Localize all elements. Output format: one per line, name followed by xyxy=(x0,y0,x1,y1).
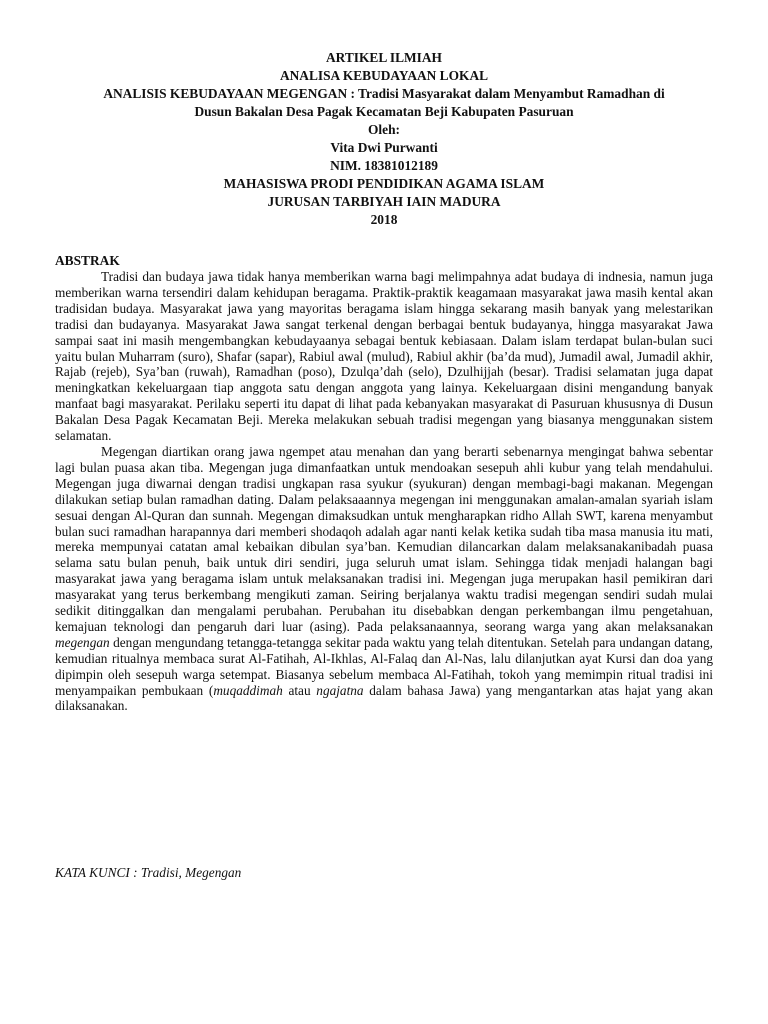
department: JURUSAN TARBIYAH IAIN MADURA xyxy=(267,194,501,209)
abstract-paragraph-1: Tradisi dan budaya jawa tidak hanya memberikan warna bagi melimpahnya adat budaya di indnesia, namun juga memberikan warna tersendiri dalam kehidupan beragama. Praktik-praktik keagamaan masyarakat jawa masih kental akan tradisidan budaya. Masyarakat jawa yang mayoritas beragama islam hingga sekarang masih banyak yang melestarikan tradisi dan budayanya. Masyarakat Jawa sangat terkenal dengan berbagai bentuk budayanya, hingga masyarakat Jawa sampai saat ini masih mengembangkan kebudayaanya sebagai bentuk kebiasaan. Dalam islam terdapat bulan-bulan suci yaitu bulan Muharram (suro), Shafar (sapar), Rabiul awal (mulud), Rabiul akhir (ba’da mud), Jumadil awal, Jumadil akhir, Rajab (rejeb), Sya’ban (ruwah), Ramadhan (poso), Dzulqa’dah (selo), Dzulhijjah (besar). Tradisi selamatan juga dapat meningkatkan kekeluargaan tiap anggota satu dengan anggota yang lainya. Kekeluargaan disini mengandung banyak manfaat bagi masyarakat. Perilaku seperti itu dapat di lihat pada kebanyakan masyarakat di Pasuruan khususnya di Dusun Bakalan Desa Pagak Kecamatan Beji. Mereka melakukan sebuah tradisi megengan yang biasanya menggunakan sistem selamatan. xyxy=(55,269,713,444)
abstract-paragraph-2 xyxy=(55,444,713,714)
paragraph-text: dengan mengundang tetangga-tetangga sekitar pada waktu yang telah ditentukan. Setelah para undangan datang, kemudian ritualnya membaca surat Al-Fatihah, Al-Ikhlas, Al-Falaq dan Al-Nas, lalu dilanjutkan ayat Kursi dan doa yang dipimpin oleh sesepuh warga setempat. Biasanya sebelum membaca Al-Fatihah, tokoh yang memimpin ritual tradisi ini menyampaikan pembukaan ( xyxy=(55,634,713,698)
abstract-body xyxy=(55,269,713,714)
author-name: Vita Dwi Purwanti xyxy=(330,140,438,155)
abstract-heading: ABSTRAK xyxy=(55,253,120,268)
header-subject: ANALISA KEBUDAYAAN LOKAL xyxy=(279,68,489,83)
italic-term-megengan: megengan xyxy=(55,634,110,650)
study-program: MAHASISWA PRODI PENDIDIKAN AGAMA ISLAM xyxy=(223,176,545,191)
year: 2018 xyxy=(370,212,398,227)
paragraph-text: Megengan diartikan orang jawa ngempet atau menahan dan yang berarti sebenarnya mengingat bahwa sebentar lagi bulan puasa akan tiba. Megengan juga dimanfaatkan untuk mendoakan sesepuh ahli kubur yang telah mendahului. Megengan juga diwarnai dengan tradisi ungkapan rasa syukur (syukuran) dengan membagi-bagi makanan. Megengan dilakukan setiap bulan ramadhan dating. Dalam pelaksaaannya megengan ini menggunakan amalan-amalan syariah islam sesuai dengan Al-Quran dan sunnah. Megengan dimaksudkan untuk mengharapkan ridho Allah SWT, karena menyambut bulan suci ramadhan harapannya dari memberi shodaqoh adalah agar nanti kelak ketika sudah tiba masa manusia itu mati, mereka mempunyai catatan amal kebaikan dibulan sya’ban. Kemudian dilancarkan dalam melaksanakanibadah puasa selama satu bulan penuh, baik untuk diri sendiri, juga seluruh umat islam. Sehingga tidak menjadi halangan bagi masyarakat jawa yang beragama islam untuk melaksanakan tradisi ini. Megengan juga merupakan hasil pemikiran dari masyarakat yang terus berkembang mengikuti zaman. Seiring berjalanya waktu tradisi megengan sendiri sudah mulai sedikit ditinggalkan dan mengalami perubahan. Perubahan itu disebabkan dengan perkembangan ilmu pengetahuan, kemajuan teknologi dan pengaruh dari luar (asing). Pada pelaksanaannya, seorang warga yang akan melaksanakan xyxy=(55,443,713,634)
paragraph-text: dalam bahasa Jawa) yang mengantarkan atas hajat yang akan dilaksanakan. xyxy=(55,682,713,714)
author-intro: Oleh: xyxy=(368,122,400,137)
italic-term-muqaddimah: muqaddimah xyxy=(213,682,283,698)
article-title: ANALISIS KEBUDAYAAN MEGENGAN : Tradisi Masyarakat dalam Menyambut Ramadhan di xyxy=(103,86,665,101)
student-id: NIM. 18381012189 xyxy=(330,158,438,173)
italic-term-ngajatna: ngajatna xyxy=(316,682,364,698)
article-header xyxy=(55,49,713,229)
article-title-continued: Dusun Bakalan Desa Pagak Kecamatan Beji Kabupaten Pasuruan xyxy=(194,104,574,119)
header-label: ARTIKEL ILMIAH xyxy=(326,50,442,65)
paragraph-text: atau xyxy=(288,682,311,698)
keywords: KATA KUNCI : Tradisi, Megengan xyxy=(55,865,242,880)
